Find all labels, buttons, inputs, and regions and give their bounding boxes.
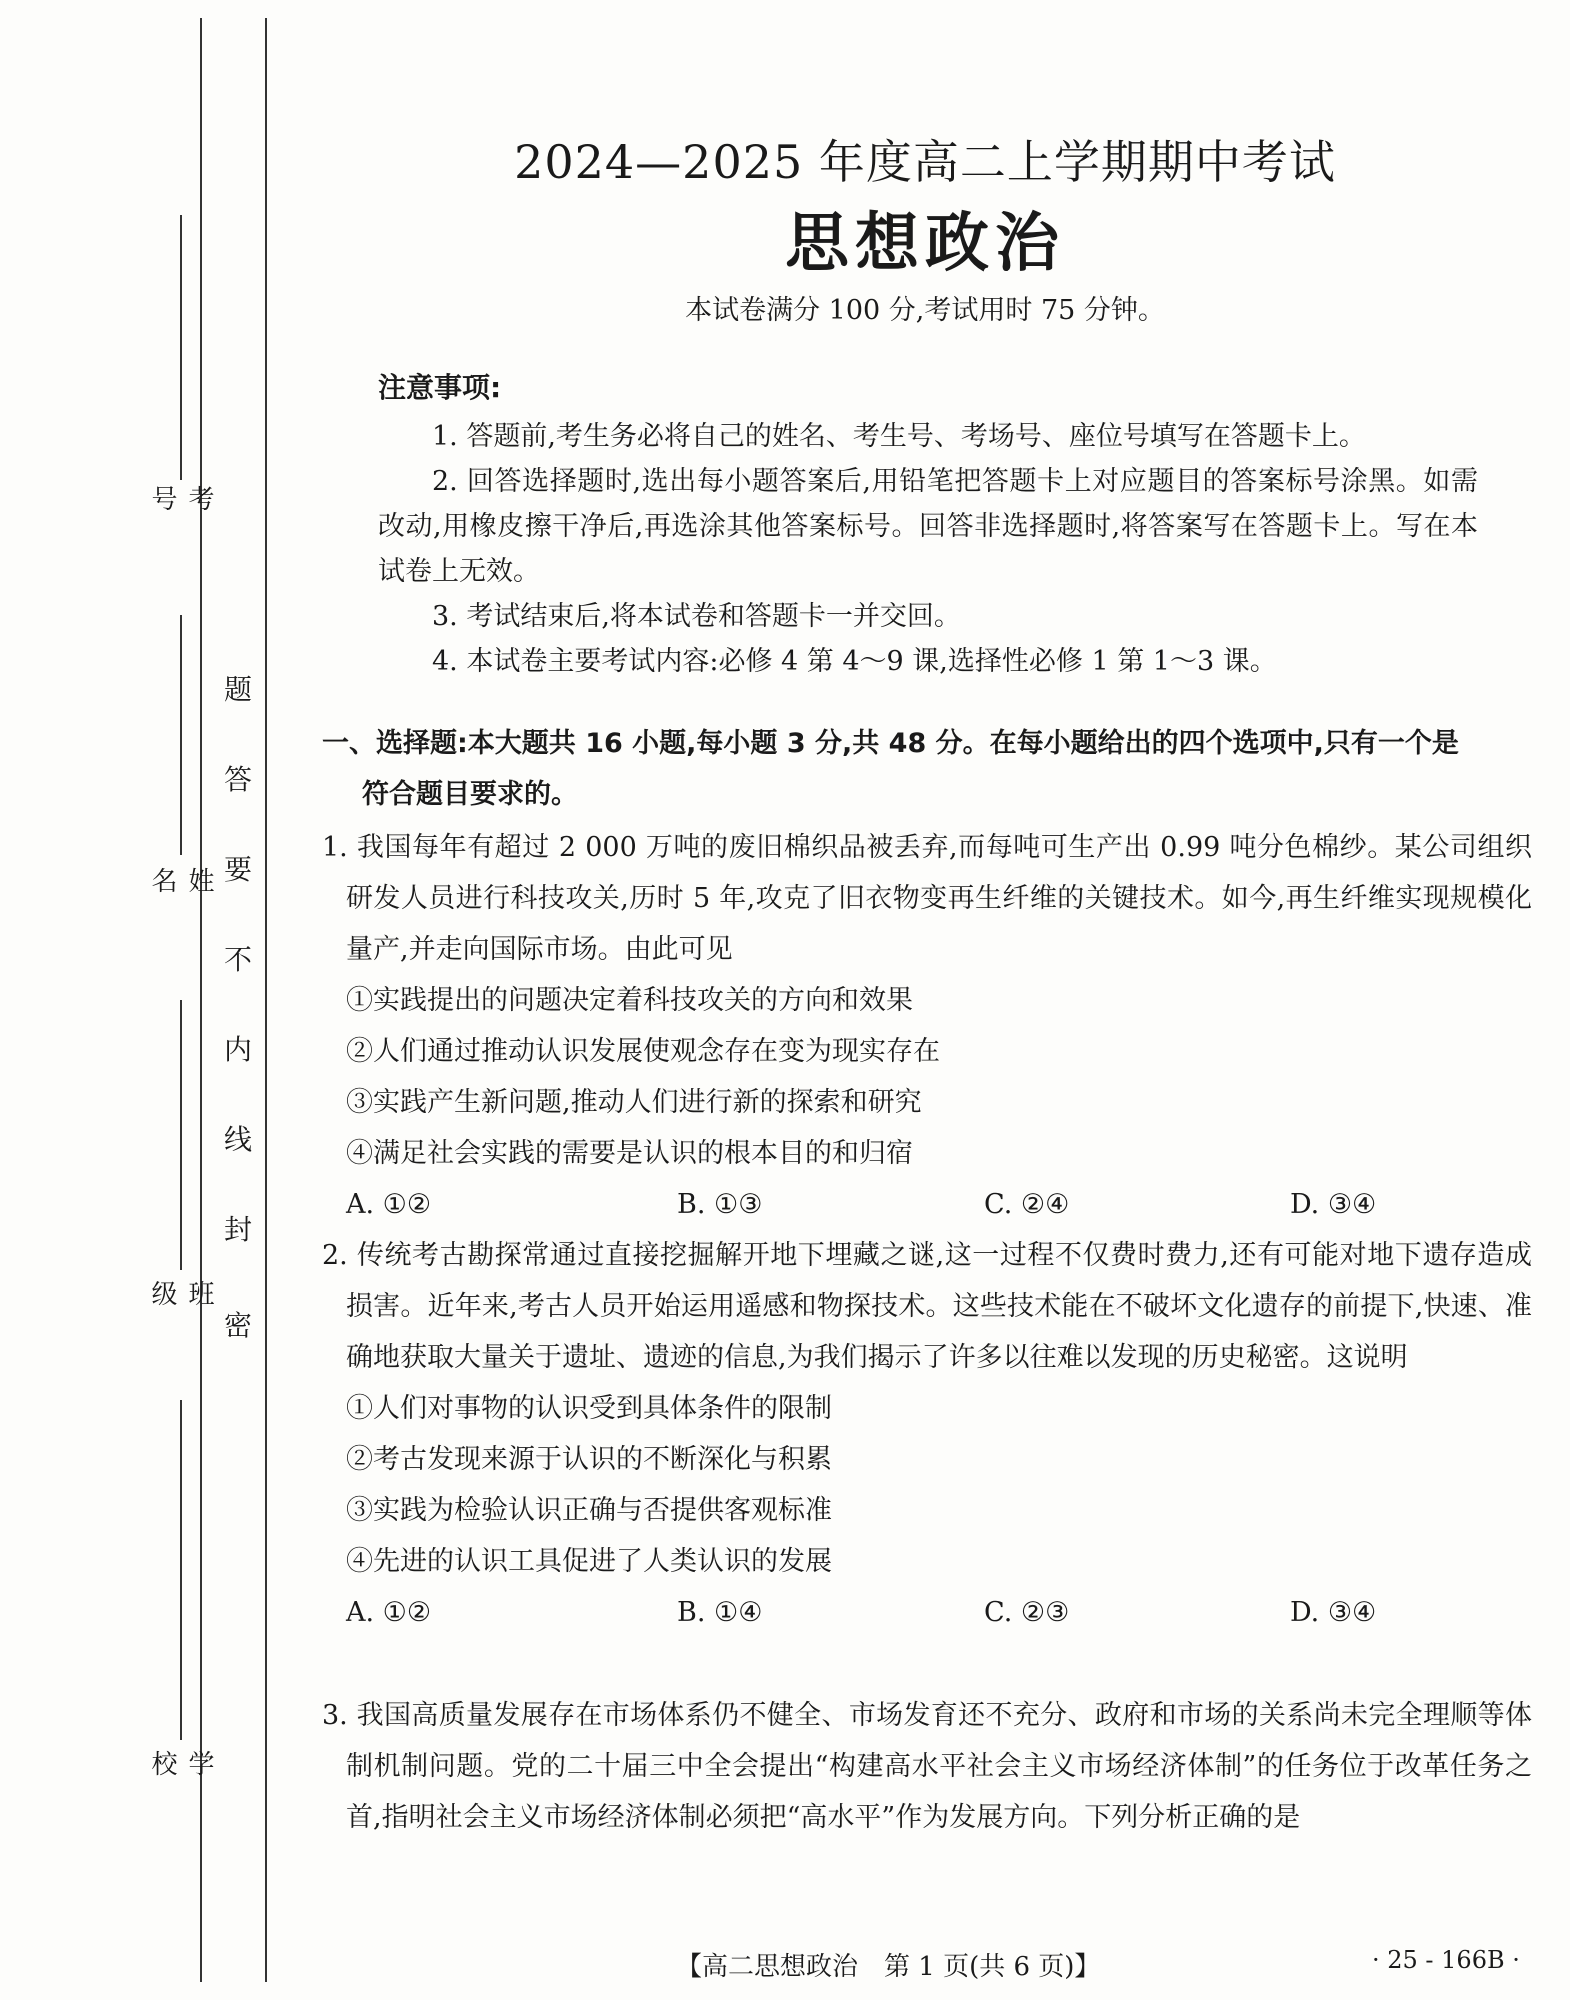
seal-char: 不 (223, 943, 252, 976)
statement-option: ①人们对事物的认识受到具体条件的限制 (346, 1393, 832, 1424)
answer-choices (322, 1587, 1532, 1638)
statement-option: ④满足社会实践的需要是认识的根本目的和归宿 (346, 1138, 913, 1169)
answer-choice-a: A. ①② (346, 1189, 432, 1220)
class-line (180, 1000, 182, 1270)
class-label: 班级 (147, 1280, 214, 1306)
statement-option: ②人们通过推动认识发展使观念存在变为现实存在 (346, 1036, 940, 1067)
question-1 (322, 822, 1532, 1230)
question-stem: 3. 我国高质量发展存在市场体系仍不健全、市场发育还不充分、政府和市场的关系尚未完全理顺等体制机制问题。党的二十届三中全会提出“构建高水平社会主义市场经济体制”的任务位于改革任务之首,指明社会主义市场经济体制必须把“高水平”作为发展方向。下列分析正确的是 (322, 1700, 1532, 1833)
notice-item: 4. 本试卷主要考试内容:必修 4 第 4～9 课,选择性必修 1 第 1～3 课。 (432, 646, 1277, 677)
question-2 (322, 1230, 1532, 1638)
question-stem: 2. 传统考古勘探常通过直接挖掘解开地下埋藏之谜,这一过程不仅费时费力,还有可能对地下遗存造成损害。近年来,考古人员开始运用遥感和物探技术。这些技术能在不破坏文化遗存的前提下,快速、准确地获取大量关于遗址、遗迹的信息,为我们揭示了许多以往难以发现的历史秘密。这说明 (322, 1240, 1532, 1373)
answer-choice-d: D. ③④ (1290, 1189, 1377, 1220)
seal-char: 内 (223, 1033, 252, 1066)
name-label: 姓名 (147, 867, 214, 893)
exam-title: 2024—2025 年度高二上学期期中考试 (514, 135, 1336, 189)
seal-char: 封 (223, 1213, 252, 1246)
answer-choice-b: B. ①③ (677, 1189, 763, 1220)
notice-heading: 注意事项: (378, 371, 502, 404)
seal-char: 线 (223, 1123, 252, 1156)
seal-char: 题 (223, 673, 252, 706)
answer-choice-d: D. ③④ (1290, 1597, 1377, 1628)
section-heading-line2: 符合题目要求的。 (362, 779, 578, 810)
notice-item: 2. 回答选择题时,选出每小题答案后,用铅笔把答题卡上对应题目的答案标号涂黑。如需改动,用橡皮擦干净后,再选涂其他答案标号。回答非选择题时,将答案写在答题卡上。写在本试卷上无效。 (378, 466, 1478, 587)
statement-option: ③实践产生新问题,推动人们进行新的探索和研究 (346, 1087, 922, 1118)
subject-title: 思想政治 (785, 207, 1065, 281)
school-line (180, 1400, 182, 1740)
exam-no-label: 考号 (147, 485, 214, 511)
seal-char: 答 (223, 763, 252, 796)
answer-choice-a: A. ①② (346, 1597, 432, 1628)
paper-code: · 25 - 166B · (1372, 1946, 1520, 1974)
page-footer: 【高二思想政治 第 1 页(共 6 页)】 (676, 1952, 1101, 1982)
name-line (180, 615, 182, 855)
answer-choice-c: C. ②③ (984, 1597, 1070, 1628)
question-3 (322, 1690, 1532, 1843)
notice-item: 1. 答题前,考生务必将自己的姓名、考生号、考场号、座位号填写在答题卡上。 (432, 421, 1366, 452)
section-heading-line1: 一、选择题:本大题共 16 小题,每小题 3 分,共 48 分。在每小题给出的四个选项中,只有一个是 (322, 728, 1459, 759)
statement-option: ③实践为检验认识正确与否提供客观标准 (346, 1495, 832, 1526)
school-label: 学校 (147, 1750, 214, 1776)
notice-item: 3. 考试结束后,将本试卷和答题卡一并交回。 (432, 601, 961, 632)
answer-choice-b: B. ①④ (677, 1597, 763, 1628)
statement-option: ④先进的认识工具促进了人类认识的发展 (346, 1546, 832, 1577)
seal-char: 密 (223, 1309, 252, 1342)
seal-char: 要 (223, 853, 252, 886)
statement-option: ①实践提出的问题决定着科技攻关的方向和效果 (346, 985, 913, 1016)
answer-choices (322, 1179, 1532, 1230)
answer-choice-c: C. ②④ (984, 1189, 1070, 1220)
notice-list (378, 414, 1478, 684)
exam-intro: 本试卷满分 100 分,考试用时 75 分钟。 (685, 295, 1165, 326)
section-heading (322, 718, 1532, 820)
question-stem: 1. 我国每年有超过 2 000 万吨的废旧棉织品被丢弃,而每吨可生产出 0.99 吨分色棉纱。某公司组织研发人员进行科技攻关,历时 5 年,攻克了旧衣物变再生纤维的关键技术。如今,再生纤维实现规模化量产,并走向国际市场。由此可见 (322, 832, 1532, 965)
statement-option: ②考古发现来源于认识的不断深化与积累 (346, 1444, 832, 1475)
